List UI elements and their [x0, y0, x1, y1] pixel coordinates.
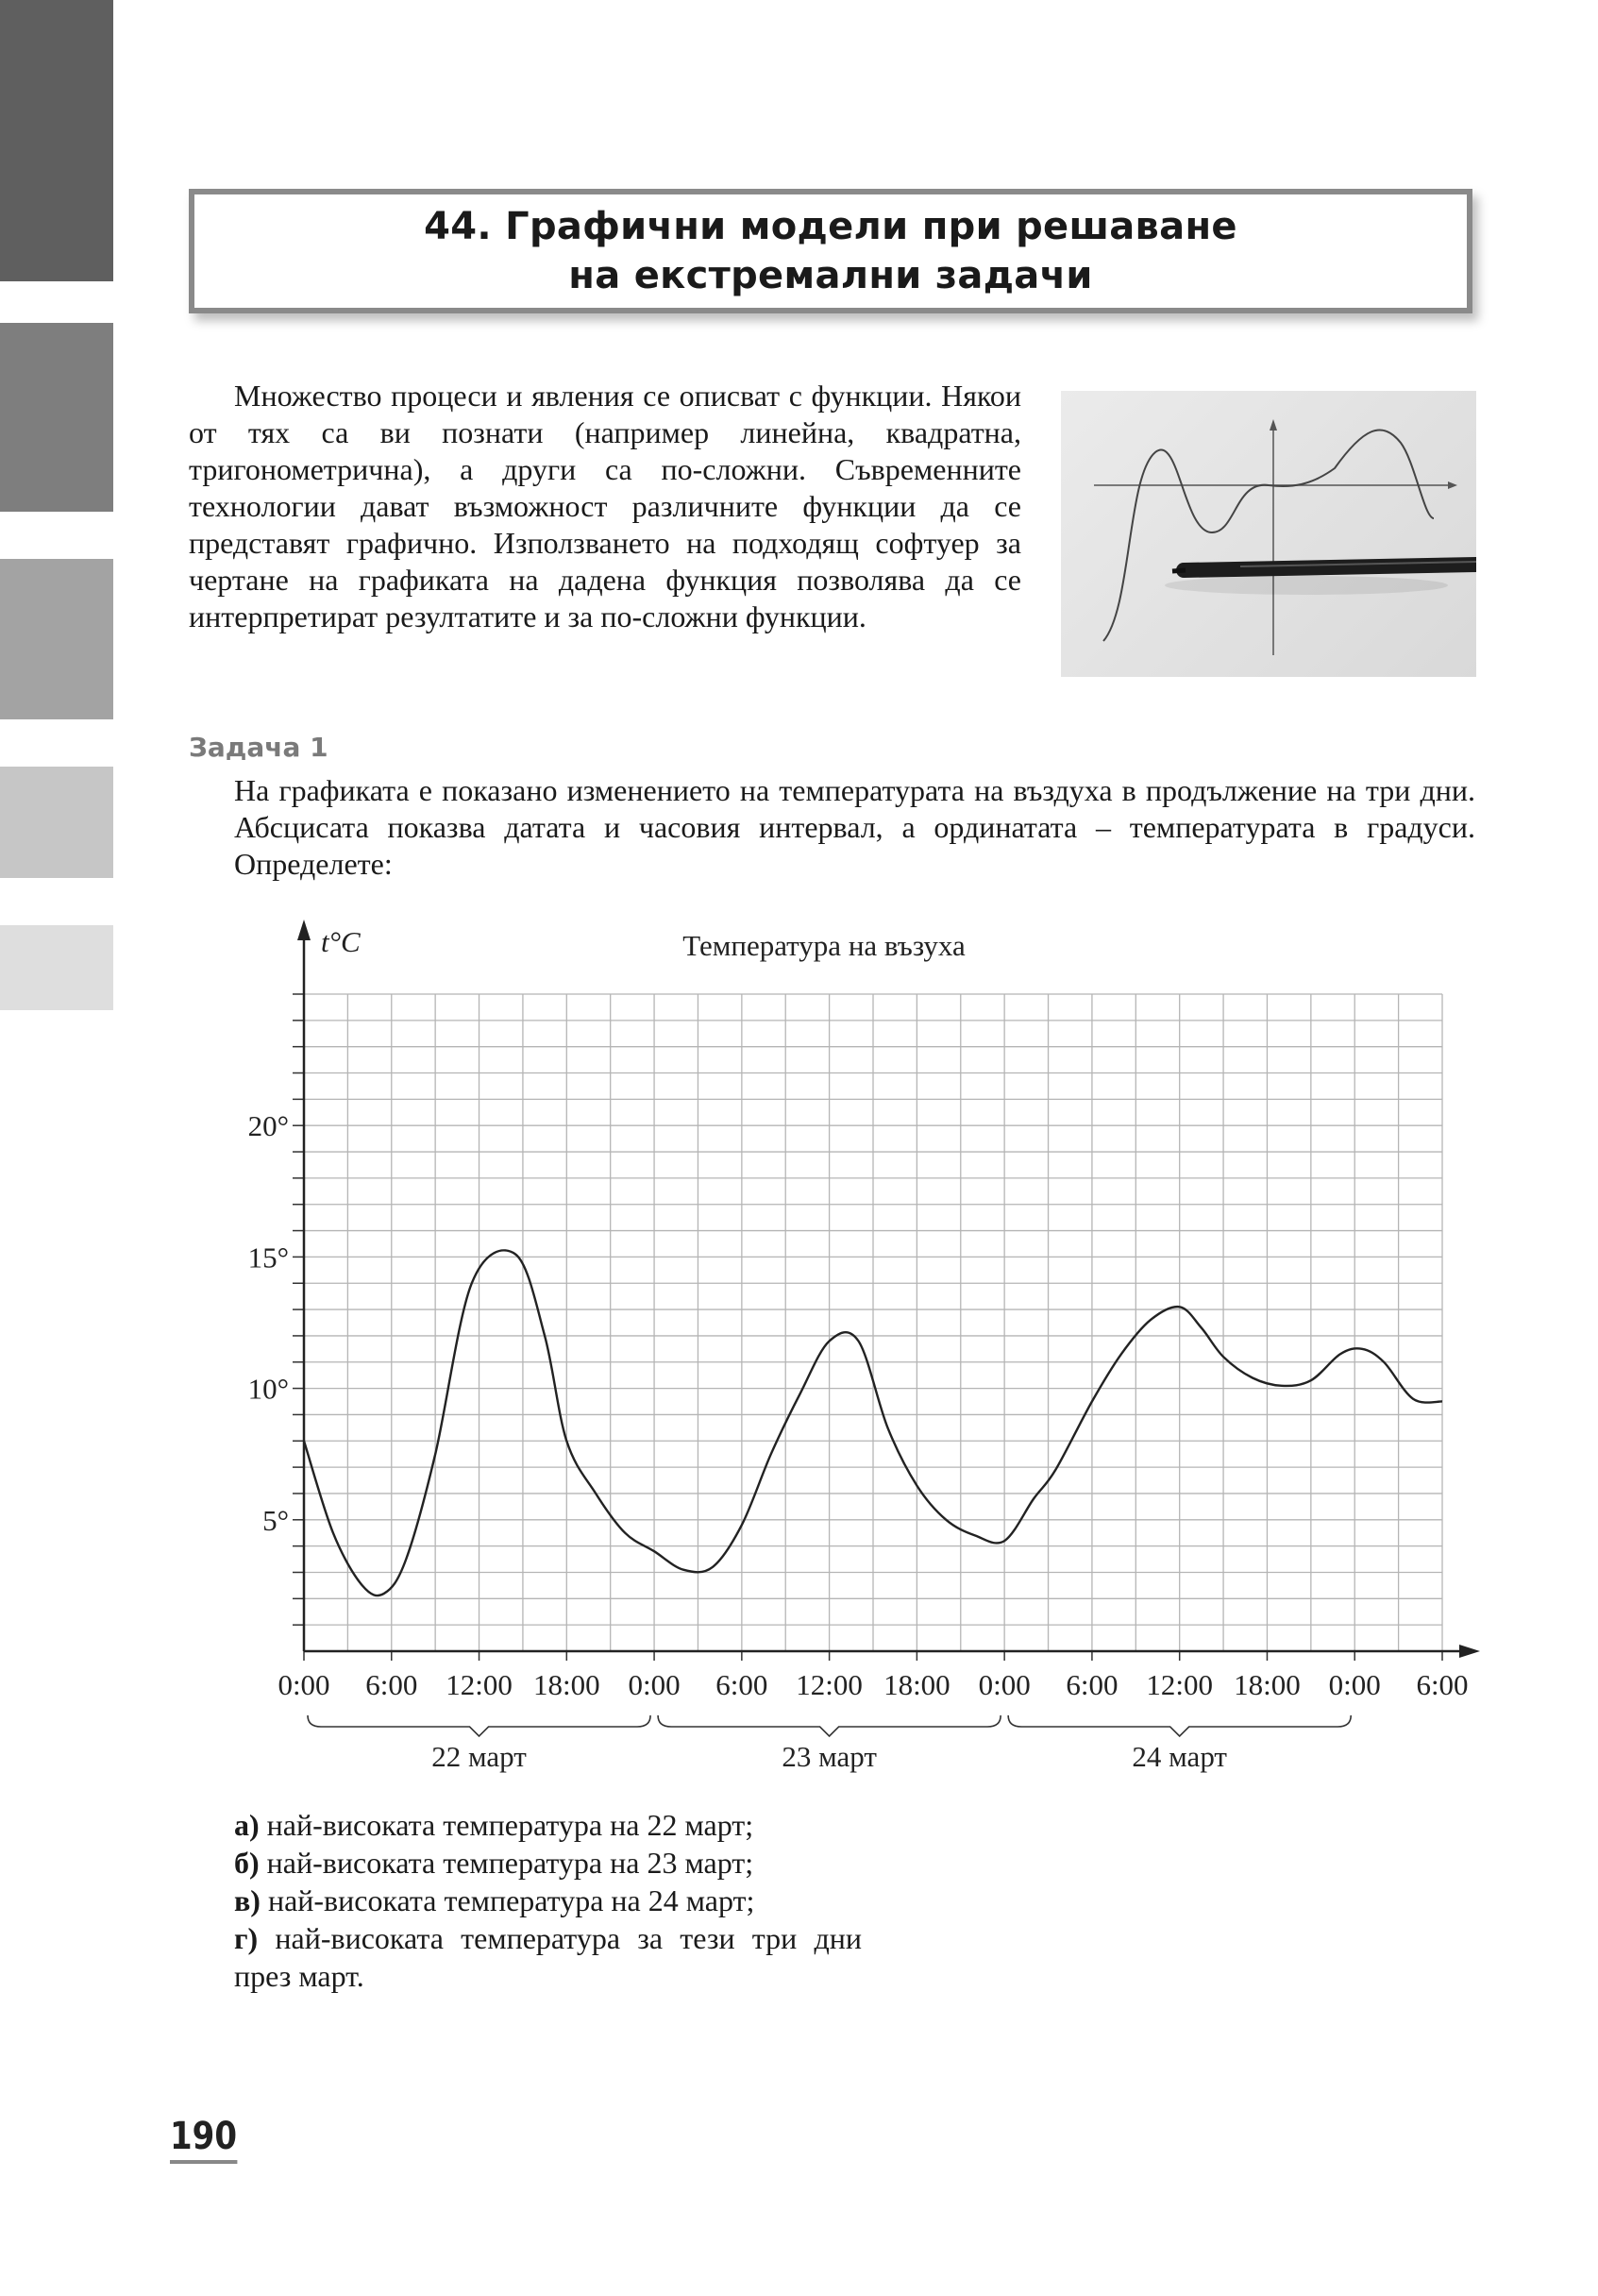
intro-paragraph: Множество процеси и явления се описват с функции. Някои от тях са ви познати (например линейна, квадратна, тригонометрична), а други са по-сложни. Съвременните технологии дават възможност различните функции да се представят графично. Използването на подходящ софтуер за чертане на графиката на дадена функция позволява да се интерпретират резултатите и за по-сложни функции.: [189, 379, 1021, 633]
day-label: 22 март: [431, 1740, 527, 1773]
day-brace: [1008, 1715, 1351, 1736]
side-tab-1: [0, 0, 113, 281]
task-heading: Задача 1: [189, 732, 328, 763]
x-tick-label: 0:00: [978, 1668, 1031, 1701]
question-a: а) най-високата температура на 22 март;: [234, 1808, 754, 1842]
temperature-chart: [227, 916, 1491, 1784]
x-tick-label: 0:00: [1328, 1668, 1381, 1701]
graph-photo: [1061, 391, 1476, 677]
x-tick-label: 12:00: [796, 1668, 863, 1701]
questions-list: [234, 1806, 862, 1995]
y-tick-label: 15°: [247, 1241, 289, 1275]
x-tick-label: 12:00: [1146, 1668, 1214, 1701]
x-axis-arrow: [1459, 1645, 1480, 1658]
day-brace: [308, 1715, 650, 1736]
y-axis-label: t°C: [321, 925, 361, 958]
y-tick-label: 20°: [247, 1109, 289, 1143]
x-tick-label: 6:00: [365, 1668, 418, 1701]
x-tick-label: 6:00: [1066, 1668, 1119, 1701]
chart-title: Температура на възуха: [682, 929, 966, 962]
side-tab-5: [0, 925, 113, 1010]
x-tick-label: 18:00: [532, 1668, 600, 1701]
section-title-line-1: 44. Графични модели при решаване: [424, 205, 1237, 248]
question-v: в) най-високата температура на 24 март;: [234, 1883, 755, 1917]
y-axis-arrow: [297, 920, 311, 940]
side-tab-4: [0, 767, 113, 878]
graph-photo-drawing: [1061, 391, 1476, 677]
x-tick-label: 18:00: [883, 1668, 950, 1701]
x-tick-label: 6:00: [1416, 1668, 1469, 1701]
x-tick-label: 0:00: [278, 1668, 330, 1701]
x-tick-label: 12:00: [446, 1668, 513, 1701]
chart-grid: [304, 994, 1442, 1651]
y-tick-label: 5°: [262, 1503, 289, 1537]
task-text: На графиката е показано изменението на температурата на въздуха в продължение на три дни. Абсцисата показва датата и часовия интервал, а ординатата – температурата в градуси. Определете:: [234, 773, 1475, 881]
side-tab-3: [0, 559, 113, 719]
chart-labels: [248, 925, 1469, 1773]
question-g: г) най-високата температура за тези три дни през март.: [234, 1921, 862, 1993]
x-tick-label: 6:00: [715, 1668, 768, 1701]
y-tick-label: 10°: [247, 1372, 289, 1406]
x-tick-label: 0:00: [628, 1668, 681, 1701]
day-label: 24 март: [1132, 1740, 1227, 1773]
x-tick-label: 18:00: [1234, 1668, 1301, 1701]
side-tab-2: [0, 323, 113, 512]
page-number: 190: [170, 2115, 237, 2164]
section-title-box: [189, 189, 1472, 313]
question-b: б) най-високата температура на 23 март;: [234, 1846, 754, 1880]
day-brace: [658, 1715, 1001, 1736]
day-label: 23 март: [782, 1740, 877, 1773]
section-title-line-2: на екстремални задачи: [568, 254, 1093, 297]
chart-axes: [293, 920, 1480, 1736]
